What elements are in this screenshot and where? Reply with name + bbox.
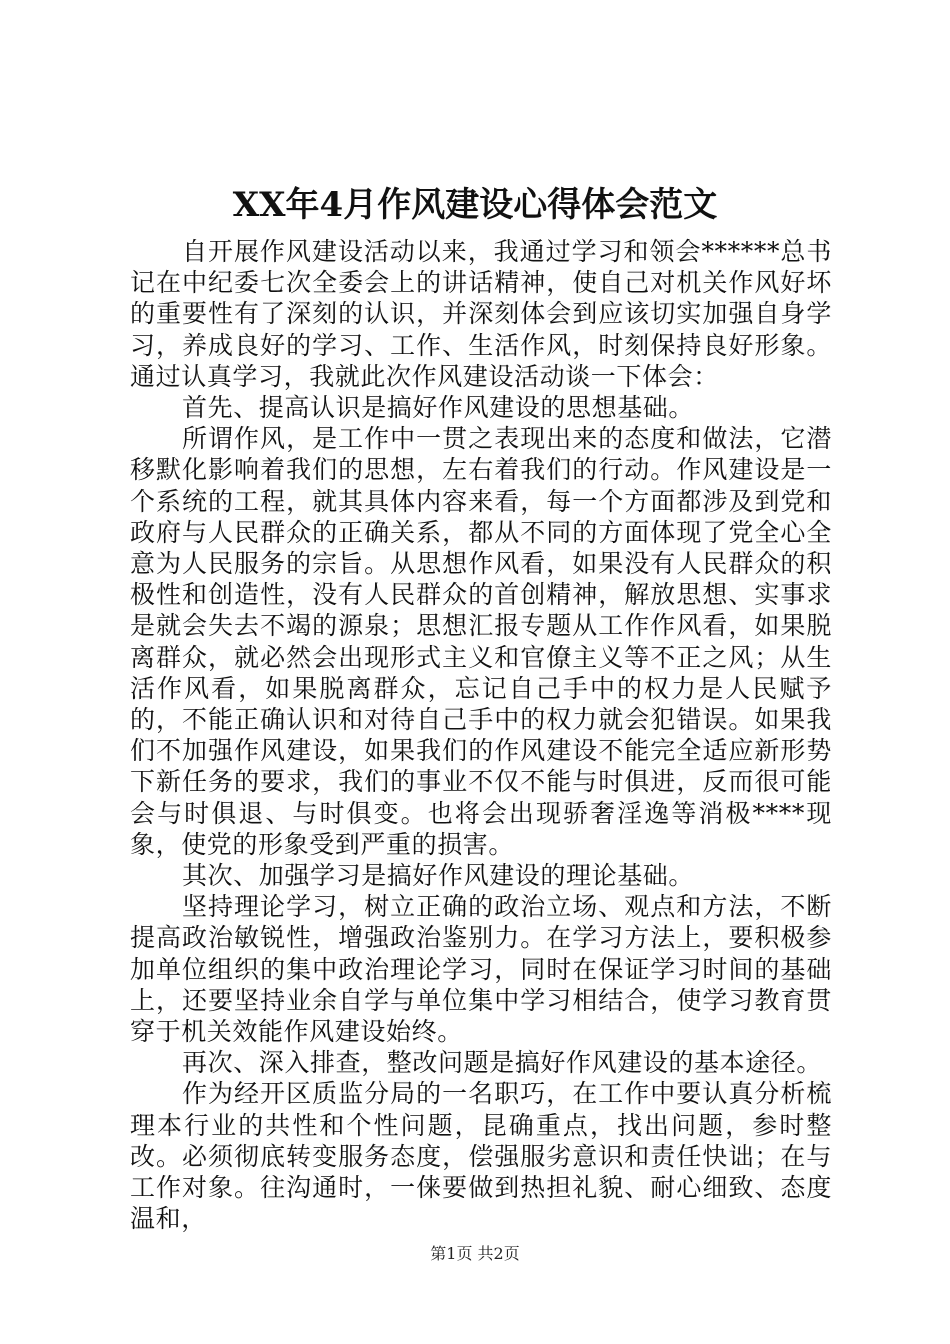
document-body xyxy=(130,236,832,1235)
paragraph-theory-study: 坚持理论学习，树立正确的政治立场、观点和方法，不断提高政治敏锐性，增强政治鉴别力。在学习方法上，要积极参加单位组织的集中政治理论学习，同时在保证学习时间的基础上，还要坚持业余自学与单位集中学习相结合，使学习教育贯穿于机关效能作风建设始终。 xyxy=(130,892,832,1047)
heading-second-point: 其次、加强学习是搞好作风建设的理论基础。 xyxy=(182,861,695,891)
paragraph-intro: 自开展作风建设活动以来，我通过学习和领会******总书记在中纪委七次全委会上的讲话精神，使自己对机关作风好坏的重要性有了深刻的认识，并深刻体会到应该切实加强自身学习，养成良好的学习、工作、生活作风，时刻保持良好形象。通过认真学习，我就此次作风建设活动谈一下体会： xyxy=(130,237,832,391)
heading-first-point: 首先、提高认识是搞好作风建设的思想基础。 xyxy=(182,393,695,423)
document-title: XX年4月作风建设心得体会范文 xyxy=(232,185,718,225)
heading-third-point: 再次、深入排查，整改问题是搞好作风建设的基本途径。 xyxy=(182,1048,823,1078)
paragraph-work-style: 所谓作风，是工作中一贯之表现出来的态度和做法，它潜移默化影响着我们的思想，左右着我们的行动。作风建设是一个系统的工程，就其具体内容来看，每一个方面都涉及到党和政府与人民群众的正确关系，都从不同的方面体现了党全心全意为人民服务的宗旨。从思想作风看，如果没有人民群众的积极性和创造性，没有人民群众的首创精神，解放思想、实事求是就会失去不竭的源泉；思想汇报专题从工作作风看，如果脱离群众，就必然会出现形式主义和官僚主义等不正之风；从生活作风看，如果脱离群众，忘记自己手中的权力是人民赋予的，不能正确认识和对待自己手中的权力就会犯错误。如果我们不加强作风建设，如果我们的作风建设不能完全适应新形势下新任务的要求，我们的事业不仅不能与时俱进，反而很可能会与时俱退、与时俱变。也将会出现骄奢淫逸等消极****现象，使党的形象受到严重的损害。 xyxy=(130,424,832,859)
page-footer: 第1页 共2页 xyxy=(430,1244,520,1263)
paragraph-rectification: 作为经开区质监分局的一名职巧，在工作中要认真分析梳理本行业的共性和个性问题，昆确重点，找出问题，参时整改。必须彻底转变服务态度，偿强服劣意识和责任快诎；在与工作对象。往沟通时，一俫要做到热担礼貌、耐心细致、态度温和， xyxy=(130,1079,832,1234)
